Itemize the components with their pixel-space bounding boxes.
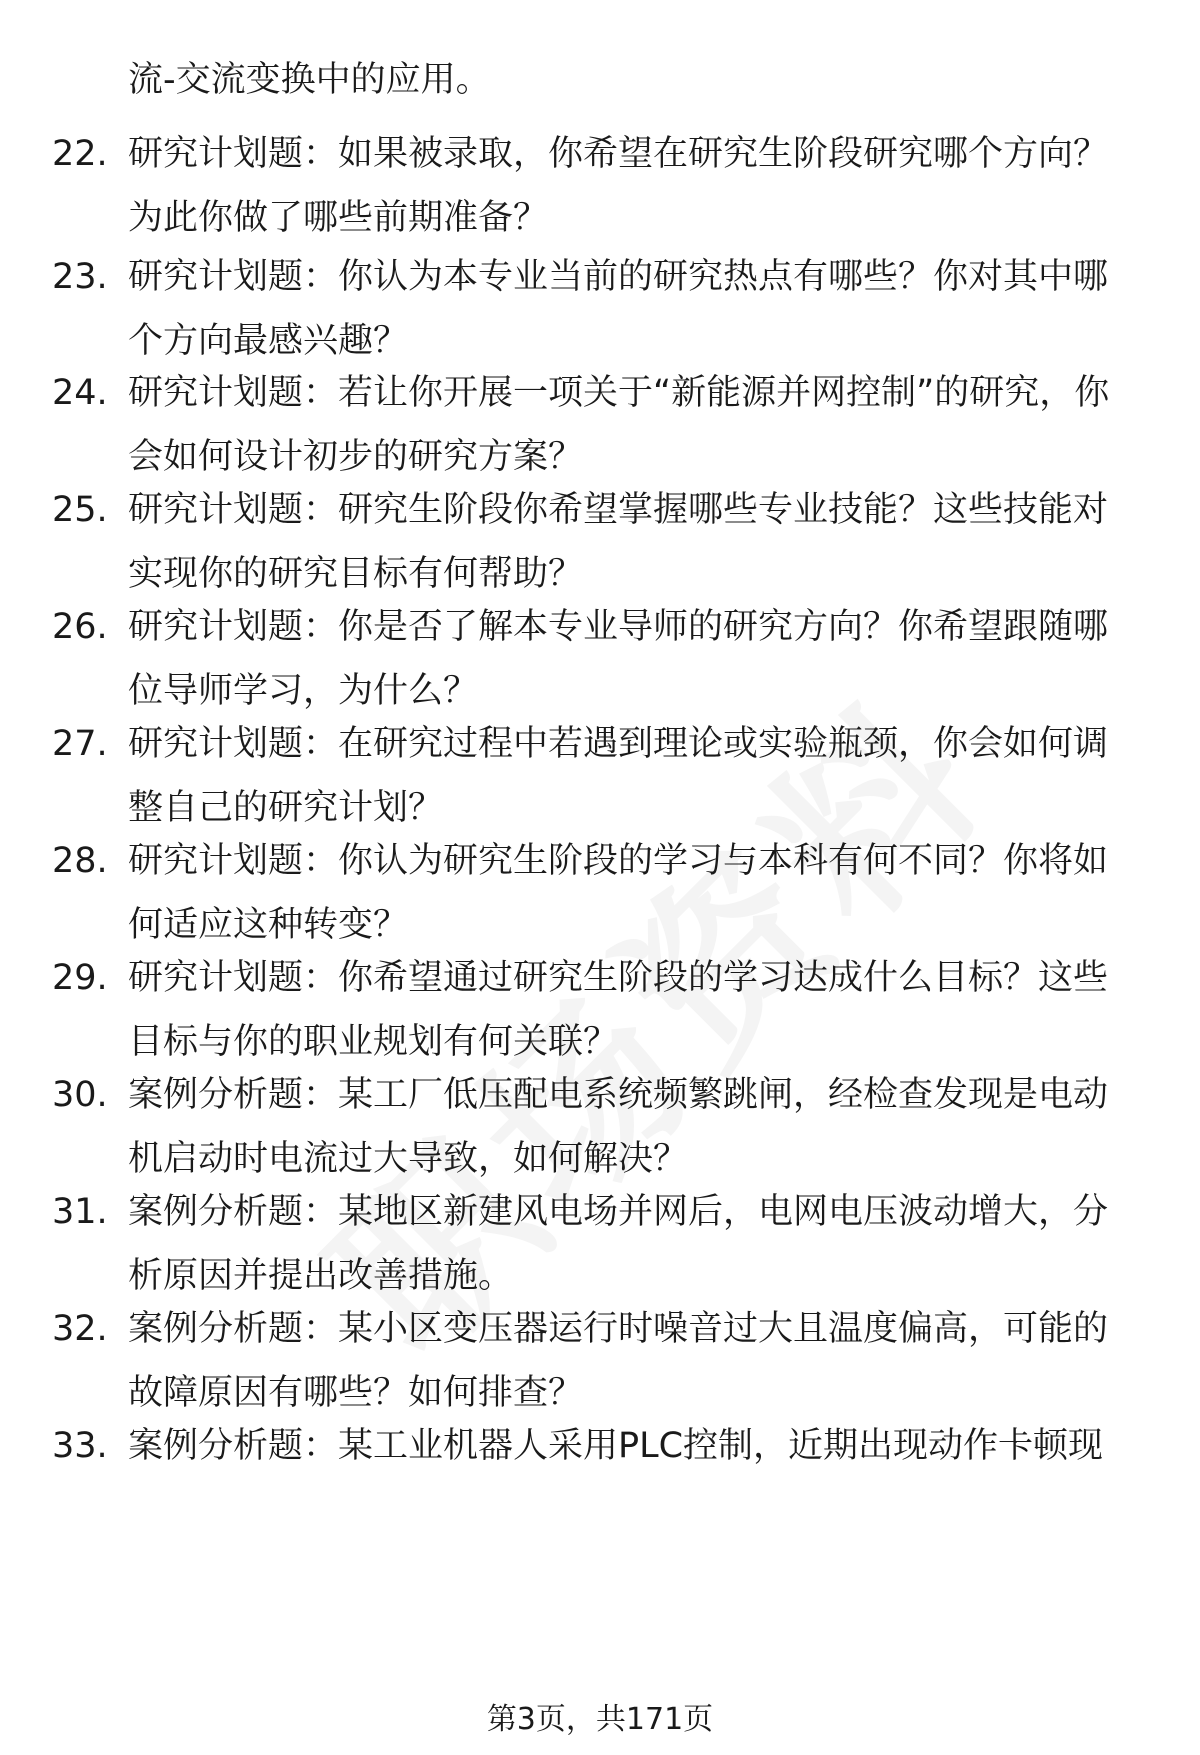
item-text: 研究计划题：你是否了解本专业导师的研究方向？你希望跟随哪位导师学习，为什么？ (128, 607, 1109, 711)
item-number: 28. (52, 841, 108, 881)
page-footer: 第3页，共171页 (486, 1702, 714, 1737)
continued-text: 流-交流变换中的应用。 (128, 60, 491, 100)
item-number: 22. (52, 134, 108, 174)
item-number: 30. (52, 1075, 108, 1115)
item-text: 案例分析题：某工业机器人采用PLC控制，近期出现动作卡顿现 (128, 1426, 1104, 1466)
item-text: 研究计划题：在研究过程中若遇到理论或实验瓶颈，你会如何调整自己的研究计划？ (128, 724, 1109, 828)
item-number: 26. (52, 607, 108, 647)
item-text: 研究计划题：你认为研究生阶段的学习与本科有何不同？你将如何适应这种转变？ (128, 841, 1109, 945)
item-number: 33. (52, 1426, 108, 1466)
item-text: 研究计划题：你希望通过研究生阶段的学习达成什么目标？这些目标与你的职业规划有何关联？ (128, 958, 1109, 1062)
item-number: 24. (52, 373, 108, 413)
item-text: 案例分析题：某工厂低压配电系统频繁跳闸，经检查发现是电动机启动时电流过大导致，如何解决？ (128, 1075, 1109, 1179)
item-text: 研究计划题：研究生阶段你希望掌握哪些专业技能？这些技能对实现你的研究目标有何帮助？ (128, 490, 1109, 594)
item-text: 案例分析题：某地区新建风电场并网后，电网电压波动增大，分析原因并提出改善措施。 (128, 1192, 1109, 1296)
item-number: 29. (52, 958, 108, 998)
item-number: 25. (52, 490, 108, 530)
item-text: 研究计划题：如果被录取，你希望在研究生阶段研究哪个方向？为此你做了哪些前期准备？ (128, 134, 1109, 238)
item-number: 23. (52, 257, 108, 297)
item-number: 31. (52, 1192, 108, 1232)
item-number: 32. (52, 1309, 108, 1349)
item-number: 27. (52, 724, 108, 764)
item-text: 案例分析题：某小区变压器运行时噪音过大且温度偏高，可能的故障原因有哪些？如何排查？ (128, 1309, 1109, 1413)
item-text: 研究计划题：若让你开展一项关于“新能源并网控制”的研究，你会如何设计初步的研究方案？ (128, 373, 1110, 477)
item-text: 研究计划题：你认为本专业当前的研究热点有哪些？你对其中哪个方向最感兴趣？ (128, 257, 1109, 361)
